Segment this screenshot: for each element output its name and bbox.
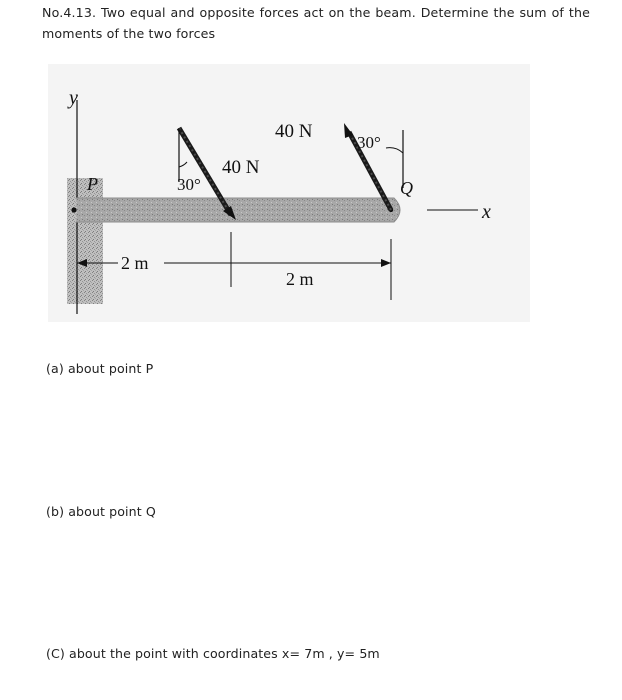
x-axis-label: x	[482, 201, 491, 223]
question-part-b: (b) about point Q	[46, 504, 156, 519]
left-dimension-label: 2 m	[121, 253, 149, 273]
right-force-angle-label: 30°	[357, 133, 381, 152]
beam	[76, 198, 400, 222]
beam-figure	[48, 64, 530, 322]
point-p-label: P	[87, 174, 98, 194]
right-dimension-label: 2 m	[286, 269, 314, 289]
problem-statement: No.4.13. Two equal and opposite forces act on the beam. Determine the sum of the moments of the two forces	[42, 5, 590, 41]
left-force-label: 40 N	[222, 157, 260, 178]
right-force-label: 40 N	[275, 121, 313, 142]
question-part-a: (a) about point P	[46, 361, 154, 376]
beam-diagram	[48, 64, 530, 322]
question-part-c: (C) about the point with coordinates x= 7m , y= 5m	[46, 646, 380, 661]
point-p-marker	[71, 207, 76, 212]
point-q-label: Q	[400, 178, 413, 198]
left-force-angle-label: 30°	[177, 175, 201, 194]
y-axis-label: y	[69, 87, 78, 109]
